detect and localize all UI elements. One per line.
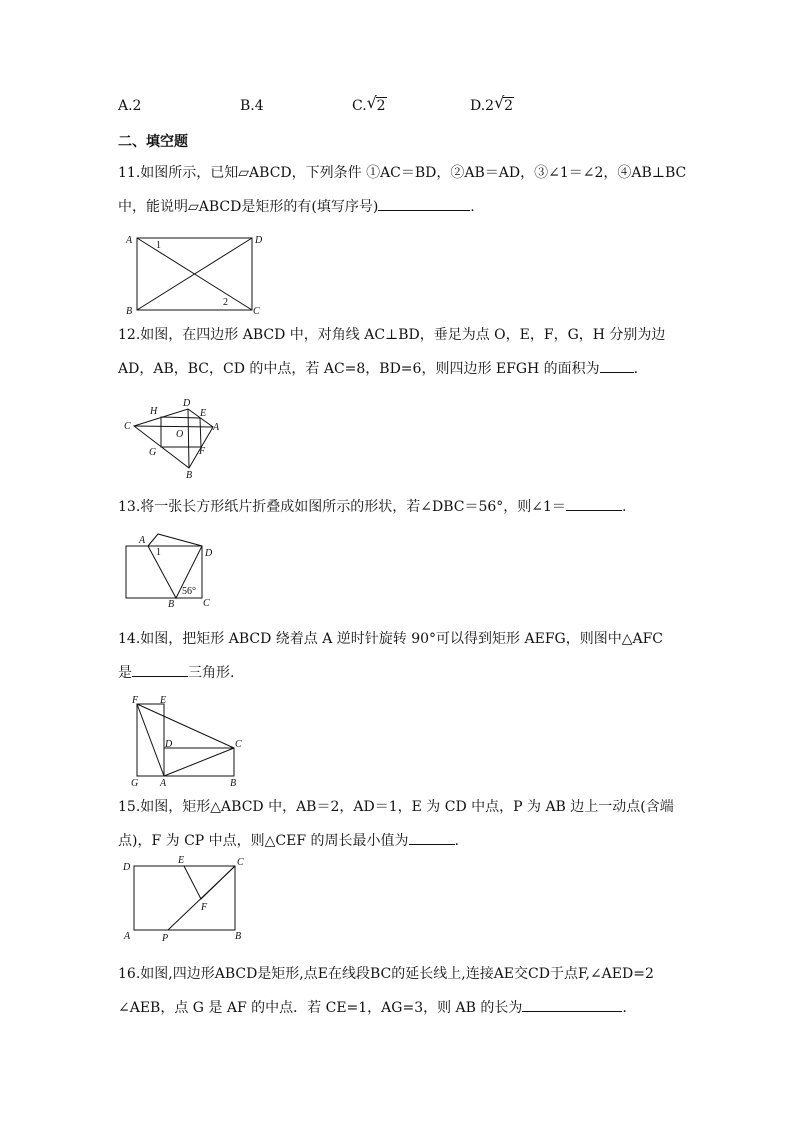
q14-label-e: E	[160, 695, 167, 706]
q12-label-g: G	[149, 447, 157, 458]
option-d-radicand: 2	[504, 98, 514, 114]
q13-label-d: D	[205, 548, 213, 559]
q11-label-c: C	[253, 306, 260, 317]
q12-label-c: C	[124, 421, 131, 432]
q15-line1: 15.如图，矩形△ABCD 中，AB＝2，AD＝1，E 为 CD 中点，P 为 AB 边上一动点(含端	[118, 799, 674, 815]
option-d-prefix: D.2	[470, 98, 495, 114]
q16-end: .	[622, 1000, 627, 1016]
q12-answer-blank[interactable]	[600, 358, 634, 373]
q15-answer-blank[interactable]	[409, 830, 455, 845]
q13-label-b: B	[168, 599, 175, 610]
q14-figure	[120, 692, 250, 792]
q12-line2	[118, 358, 638, 379]
option-d	[470, 93, 514, 116]
q13-label-a: A	[139, 535, 146, 546]
q12-label-o: O	[176, 429, 184, 440]
q11-label-a: A	[126, 235, 133, 246]
q15-label-p: P	[162, 933, 169, 944]
q11-label-2: 2	[223, 297, 228, 308]
q13-line1	[118, 496, 626, 517]
q12-label-f: F	[199, 446, 206, 457]
q11-label-1: 1	[156, 240, 161, 251]
q15-rectangle	[134, 866, 235, 930]
q15-label-d: D	[123, 862, 131, 873]
q12-label-b: B	[186, 470, 193, 481]
q15-line2	[118, 830, 459, 851]
q13-figure	[120, 528, 230, 610]
q14-prefix: 是	[118, 665, 132, 681]
q13-end: .	[621, 499, 627, 515]
q13-label-56: 56°	[182, 586, 196, 597]
q14-label-g: G	[131, 778, 139, 789]
q15-label-f: F	[201, 902, 208, 913]
q15-label-c: C	[237, 857, 244, 868]
sqrt-symbol: √ 2	[494, 93, 514, 114]
q15-end: .	[454, 833, 459, 849]
q14-label-d: D	[165, 739, 173, 750]
q16-answer-blank[interactable]	[522, 997, 622, 1012]
q11-label-d: D	[255, 235, 263, 246]
q12-label-h: H	[150, 406, 158, 417]
q13-label-1: 1	[156, 547, 161, 558]
q13-answer-blank[interactable]	[566, 496, 622, 511]
q15-segment-cp	[168, 866, 235, 930]
q15-text: 点)，F 为 CP 中点，则△CEF 的周长最小值为	[118, 833, 409, 849]
q12-label-a: A	[213, 422, 220, 433]
q11-text: 中，能说明▱ABCD是矩形的有(填写序号)	[118, 199, 379, 215]
q16-text: ∠AEB，点 G 是 AF 的中点．若 CE=1，AG=3，则 AB 的长为	[118, 1000, 523, 1016]
q12-figure	[120, 392, 230, 482]
option-a: A.2	[118, 98, 142, 114]
q12-line1: 12.如图，在四边形 ABCD 中，对角线 AC⊥BD，垂足为点 O，E，F，G，H 分别为边	[118, 327, 666, 343]
q12-text: AD，AB，BC，CD 的中点，若 AC=8，BD=6，则四边形 EFGH 的面积为	[118, 361, 600, 377]
q14-suffix: 三角形.	[188, 665, 235, 681]
sqrt-symbol: √ 2	[366, 93, 386, 114]
q15-label-b: B	[235, 931, 242, 942]
q11-figure	[120, 228, 270, 318]
q14-label-f: F	[132, 695, 139, 706]
q15-figure	[120, 855, 255, 945]
option-c-prefix: C.	[352, 98, 367, 114]
q12-diagonal-ac	[134, 426, 213, 427]
option-c-radicand: 2	[376, 98, 386, 114]
option-c	[352, 93, 387, 116]
q14-line1: 14.如图，把矩形 ABCD 绕着点 A 逆时针旋转 90°可以得到矩形 AEFG，则图中△AFC	[118, 631, 664, 647]
q12-label-e: E	[200, 408, 207, 419]
q16-line1: 16.如图,四边形ABCD是矩形,点E在线段BC的延长线上,连接AE交CD于点F,∠AED=2	[118, 966, 654, 982]
q14-answer-blank[interactable]	[132, 662, 188, 677]
q14-label-c: C	[235, 739, 242, 750]
q12-end: .	[633, 361, 639, 377]
section-title: 二、填空题	[118, 134, 188, 150]
q11-label-b: B	[126, 306, 133, 317]
q14-label-a: A	[160, 778, 167, 789]
q13-label-c: C	[203, 598, 210, 609]
q14-line2	[118, 662, 234, 683]
q13-text: 13.将一张长方形纸片折叠成如图所示的形状，若∠DBC＝56°，则∠1＝	[118, 499, 566, 515]
q14-segment-ac	[164, 748, 234, 776]
q11-line1: 11.如图所示，已知▱ABCD，下列条件 ①AC＝BD，②AB＝AD，③∠1＝∠2，④AB⊥BC	[118, 165, 687, 181]
q14-label-b: B	[230, 778, 237, 789]
option-b: B.4	[240, 98, 264, 114]
q12-label-d: D	[183, 398, 191, 409]
q15-label-a: A	[124, 931, 131, 942]
q15-label-e: E	[178, 855, 185, 866]
q11-answer-blank[interactable]	[378, 196, 470, 211]
q15-segments	[184, 866, 235, 899]
q11-line2	[118, 196, 475, 217]
q11-end: .	[470, 199, 475, 215]
q16-line2	[118, 997, 627, 1018]
